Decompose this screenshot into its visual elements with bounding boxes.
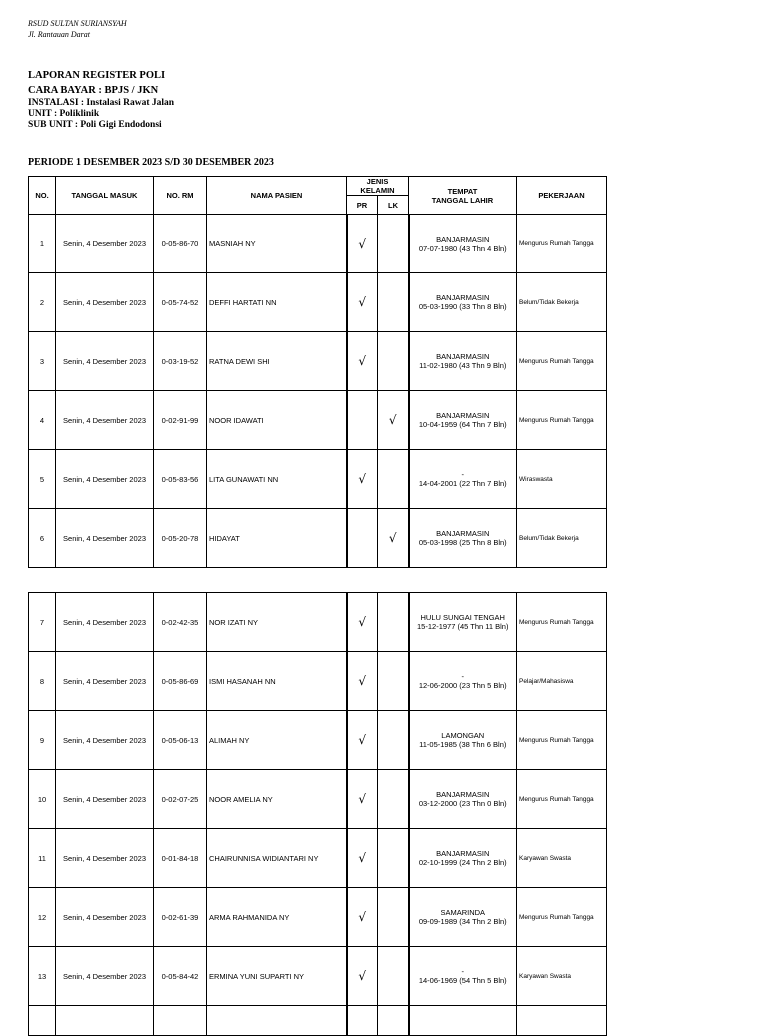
row-gender-lk: [378, 450, 409, 509]
row-gender-pr: [347, 509, 378, 568]
table-row: [29, 391, 607, 450]
row-date: Senin, 4 Desember 2023: [56, 332, 154, 391]
row-no: 10: [29, 770, 56, 829]
row-rm: 0-03-19-52: [154, 332, 207, 391]
row-rm: 0-05-86-69: [154, 652, 207, 711]
row-gender-pr: √: [347, 770, 378, 829]
row-birth: [409, 332, 517, 391]
row-no: 1: [29, 215, 56, 273]
row-rm: 0-05-84-42: [154, 947, 207, 1006]
report-unit: UNIT : Poliklinik: [28, 109, 100, 119]
row-gender-pr: √: [347, 450, 378, 509]
col-header-gender: JENIS KELAMIN: [347, 177, 409, 196]
col-header-date: TANGGAL MASUK: [56, 177, 154, 215]
row-patient-name: NOOR IDAWATI: [207, 391, 347, 450]
row-gender-pr: √: [347, 888, 378, 947]
row-rm: 0-05-86-70: [154, 215, 207, 273]
row-job: Mengurus Rumah Tangga: [517, 332, 607, 391]
row-gender-lk: √: [378, 509, 409, 568]
row-birth-place: BANJARMASIN: [436, 529, 490, 538]
row-gender-pr: √: [347, 947, 378, 1006]
hospital-header: [28, 18, 127, 40]
row-rm: 0-02-91-99: [154, 391, 207, 450]
report-header: [28, 70, 174, 131]
row-birth: [409, 947, 517, 1006]
row-patient-name: ISMI HASANAH NN: [207, 652, 347, 711]
row-date: Senin, 4 Desember 2023: [56, 947, 154, 1006]
row-birth-place: HULU SUNGAI TENGAH: [420, 613, 505, 622]
row-job: Mengurus Rumah Tangga: [517, 391, 607, 450]
table-row: [29, 593, 607, 652]
col-header-rm: NO. RM: [154, 177, 207, 215]
row-gender-pr: √: [347, 273, 378, 332]
row-gender-pr: [347, 391, 378, 450]
table-row: [29, 652, 607, 711]
row-patient-name: LITA GUNAWATI NN: [207, 450, 347, 509]
row-no: 8: [29, 652, 56, 711]
row-no: 12: [29, 888, 56, 947]
row-job: Belum/Tidak Bekerja: [517, 509, 607, 568]
row-birth: [409, 215, 517, 273]
row-no: 2: [29, 273, 56, 332]
row-gender-lk: [378, 888, 409, 947]
row-patient-name: CHAIRUNNISA WIDIANTARI NY: [207, 829, 347, 888]
row-rm: 0-05-20-78: [154, 509, 207, 568]
row-birth-place: -: [461, 470, 464, 479]
row-date: Senin, 4 Desember 2023: [56, 652, 154, 711]
row-date: Senin, 4 Desember 2023: [56, 829, 154, 888]
row-job: Karyawan Swasta: [517, 829, 607, 888]
col-header-birth: [409, 177, 517, 215]
table-row: [29, 450, 607, 509]
report-title: LAPORAN REGISTER POLI: [28, 70, 166, 81]
row-patient-name: [207, 1006, 347, 1036]
table-row: [29, 509, 607, 568]
row-birth-place: BANJARMASIN: [436, 293, 490, 302]
row-job: Belum/Tidak Bekerja: [517, 273, 607, 332]
row-date: Senin, 4 Desember 2023: [56, 711, 154, 770]
row-gender-pr: √: [347, 829, 378, 888]
row-gender-lk: [378, 593, 409, 652]
row-patient-name: NOOR AMELIA NY: [207, 770, 347, 829]
row-birth-place: -: [461, 967, 464, 976]
row-gender-lk: [378, 215, 409, 273]
row-rm: 0-02-07-25: [154, 770, 207, 829]
row-patient-name: DEFFI HARTATI NN: [207, 273, 347, 332]
row-birth-date: 05-03-1998 (25 Thn 8 Bln): [418, 538, 507, 547]
row-gender-lk: [378, 652, 409, 711]
row-patient-name: ERMINA YUNI SUPARTI NY: [207, 947, 347, 1006]
row-no: 5: [29, 450, 56, 509]
row-job: Wiraswasta: [517, 450, 607, 509]
table-row: [29, 888, 607, 947]
table-row: [29, 332, 607, 391]
table-row: [29, 711, 607, 770]
row-gender-pr: √: [347, 593, 378, 652]
row-patient-name: NOR IZATI NY: [207, 593, 347, 652]
row-gender-pr: [347, 1006, 378, 1036]
row-no: 11: [29, 829, 56, 888]
row-no: 9: [29, 711, 56, 770]
row-gender-lk: [378, 711, 409, 770]
register-rows-page-2: [29, 593, 607, 1036]
row-gender-pr: √: [347, 711, 378, 770]
row-rm: 0-02-42-35: [154, 593, 207, 652]
row-patient-name: ARMA RAHMANIDA NY: [207, 888, 347, 947]
row-gender-lk: √: [378, 391, 409, 450]
row-job: Karyawan Swasta: [517, 947, 607, 1006]
row-rm: 0-05-74-52: [154, 273, 207, 332]
table-row: [29, 273, 607, 332]
col-header-name: NAMA PASIEN: [207, 177, 347, 215]
row-birth-place: SAMARINDA: [440, 908, 486, 917]
hospital-address: Jl. Rantauan Darat: [28, 30, 90, 39]
row-birth-date: 14-06-1969 (54 Thn 5 Bln): [418, 976, 507, 985]
table-row: [29, 947, 607, 1006]
row-patient-name: MASNIAH NY: [207, 215, 347, 273]
row-date: Senin, 4 Desember 2023: [56, 215, 154, 273]
hospital-name: RSUD SULTAN SURIANSYAH: [28, 19, 127, 28]
row-birth-date: 02-10-1999 (24 Thn 2 Bln): [418, 858, 507, 867]
row-birth-date: 05-03-1990 (33 Thn 8 Bln): [418, 302, 507, 311]
row-birth: [409, 450, 517, 509]
row-date: Senin, 4 Desember 2023: [56, 509, 154, 568]
col-header-job: PEKERJAAN: [517, 177, 607, 215]
row-birth-place: BANJARMASIN: [436, 849, 490, 858]
row-no: 7: [29, 593, 56, 652]
row-no: 3: [29, 332, 56, 391]
row-birth: [409, 391, 517, 450]
row-birth-place: -: [461, 672, 464, 681]
row-birth-date: 15-12-1977 (45 Thn 11 Bln): [417, 622, 509, 631]
row-rm: 0-02-61-39: [154, 888, 207, 947]
row-no: 6: [29, 509, 56, 568]
row-birth-date: 10-04-1959 (64 Thn 7 Bln): [418, 420, 507, 429]
register-rows-page-1: [29, 215, 607, 568]
row-birth: [409, 711, 517, 770]
row-gender-lk: [378, 332, 409, 391]
row-date: Senin, 4 Desember 2023: [56, 450, 154, 509]
row-no: 4: [29, 391, 56, 450]
row-birth-place: BANJARMASIN: [436, 352, 490, 361]
register-table-page-1: [28, 176, 607, 568]
row-birth: [409, 829, 517, 888]
row-birth-place: BANJARMASIN: [436, 411, 490, 420]
row-no: 13: [29, 947, 56, 1006]
col-header-birth-line2: TANGGAL LAHIR: [431, 195, 494, 205]
row-rm: 0-01-84-18: [154, 829, 207, 888]
row-birth-place: LAMONGAN: [441, 731, 485, 740]
row-birth-date: 12-06-2000 (23 Thn 5 Bln): [418, 681, 507, 690]
report-sub-unit: SUB UNIT : Poli Gigi Endodonsi: [28, 120, 162, 130]
col-header-lk: LK: [378, 196, 409, 215]
col-header-pr: PR: [347, 196, 378, 215]
table-row: [29, 215, 607, 273]
row-gender-lk: [378, 947, 409, 1006]
row-patient-name: RATNA DEWI SHI: [207, 332, 347, 391]
col-header-birth-line1: TEMPAT: [447, 186, 478, 196]
row-gender-pr: √: [347, 332, 378, 391]
row-birth-date: 09-09-1989 (34 Thn 2 Bln): [418, 917, 507, 926]
row-date: Senin, 4 Desember 2023: [56, 770, 154, 829]
col-header-no: NO.: [29, 177, 56, 215]
row-date: Senin, 4 Desember 2023: [56, 391, 154, 450]
report-payment: CARA BAYAR : BPJS / JKN: [28, 85, 159, 96]
row-birth: [409, 273, 517, 332]
row-gender-pr: √: [347, 215, 378, 273]
row-birth-date: 03-12-2000 (23 Thn 0 Bln): [418, 799, 507, 808]
row-job: Mengurus Rumah Tangga: [517, 888, 607, 947]
row-gender-lk: [378, 770, 409, 829]
row-birth: [409, 509, 517, 568]
table-row: [29, 1006, 607, 1036]
row-rm: 0-05-83-56: [154, 450, 207, 509]
report-period: PERIODE 1 DESEMBER 2023 S/D 30 DESEMBER 2023: [28, 157, 274, 168]
row-date: Senin, 4 Desember 2023: [56, 593, 154, 652]
row-birth-date: 11-05-1985 (38 Thn 6 Bln): [419, 740, 507, 749]
row-job: Mengurus Rumah Tangga: [517, 215, 607, 273]
table-row: [29, 829, 607, 888]
row-birth-date: 07-07-1980 (43 Thn 4 Bln): [418, 243, 507, 253]
row-birth: [409, 593, 517, 652]
row-job: Mengurus Rumah Tangga: [517, 593, 607, 652]
row-date: Senin, 4 Desember 2023: [56, 888, 154, 947]
register-table-page-2: [28, 592, 607, 1036]
row-gender-pr: √: [347, 652, 378, 711]
row-birth: [409, 770, 517, 829]
row-birth: [409, 652, 517, 711]
row-job: Mengurus Rumah Tangga: [517, 770, 607, 829]
row-birth-date: 14-04-2001 (22 Thn 7 Bln): [418, 479, 507, 488]
row-birth-place: BANJARMASIN: [436, 234, 490, 244]
row-gender-lk: [378, 1006, 409, 1036]
row-rm: 0-05-06-13: [154, 711, 207, 770]
row-date: [56, 1006, 154, 1036]
report-installation: INSTALASI : Instalasi Rawat Jalan: [28, 98, 175, 108]
row-birth: [409, 1006, 517, 1036]
row-patient-name: HIDAYAT: [207, 509, 347, 568]
row-rm: [154, 1006, 207, 1036]
row-patient-name: ALIMAH NY: [207, 711, 347, 770]
row-job: [517, 1006, 607, 1036]
row-job: Pelajar/Mahasiswa: [517, 652, 607, 711]
row-gender-lk: [378, 273, 409, 332]
row-job: Mengurus Rumah Tangga: [517, 711, 607, 770]
row-date: Senin, 4 Desember 2023: [56, 273, 154, 332]
table-row: [29, 770, 607, 829]
row-birth-place: BANJARMASIN: [436, 790, 490, 799]
row-no: [29, 1006, 56, 1036]
row-gender-lk: [378, 829, 409, 888]
row-birth: [409, 888, 517, 947]
row-birth-date: 11-02-1980 (43 Thn 9 Bln): [419, 361, 507, 370]
